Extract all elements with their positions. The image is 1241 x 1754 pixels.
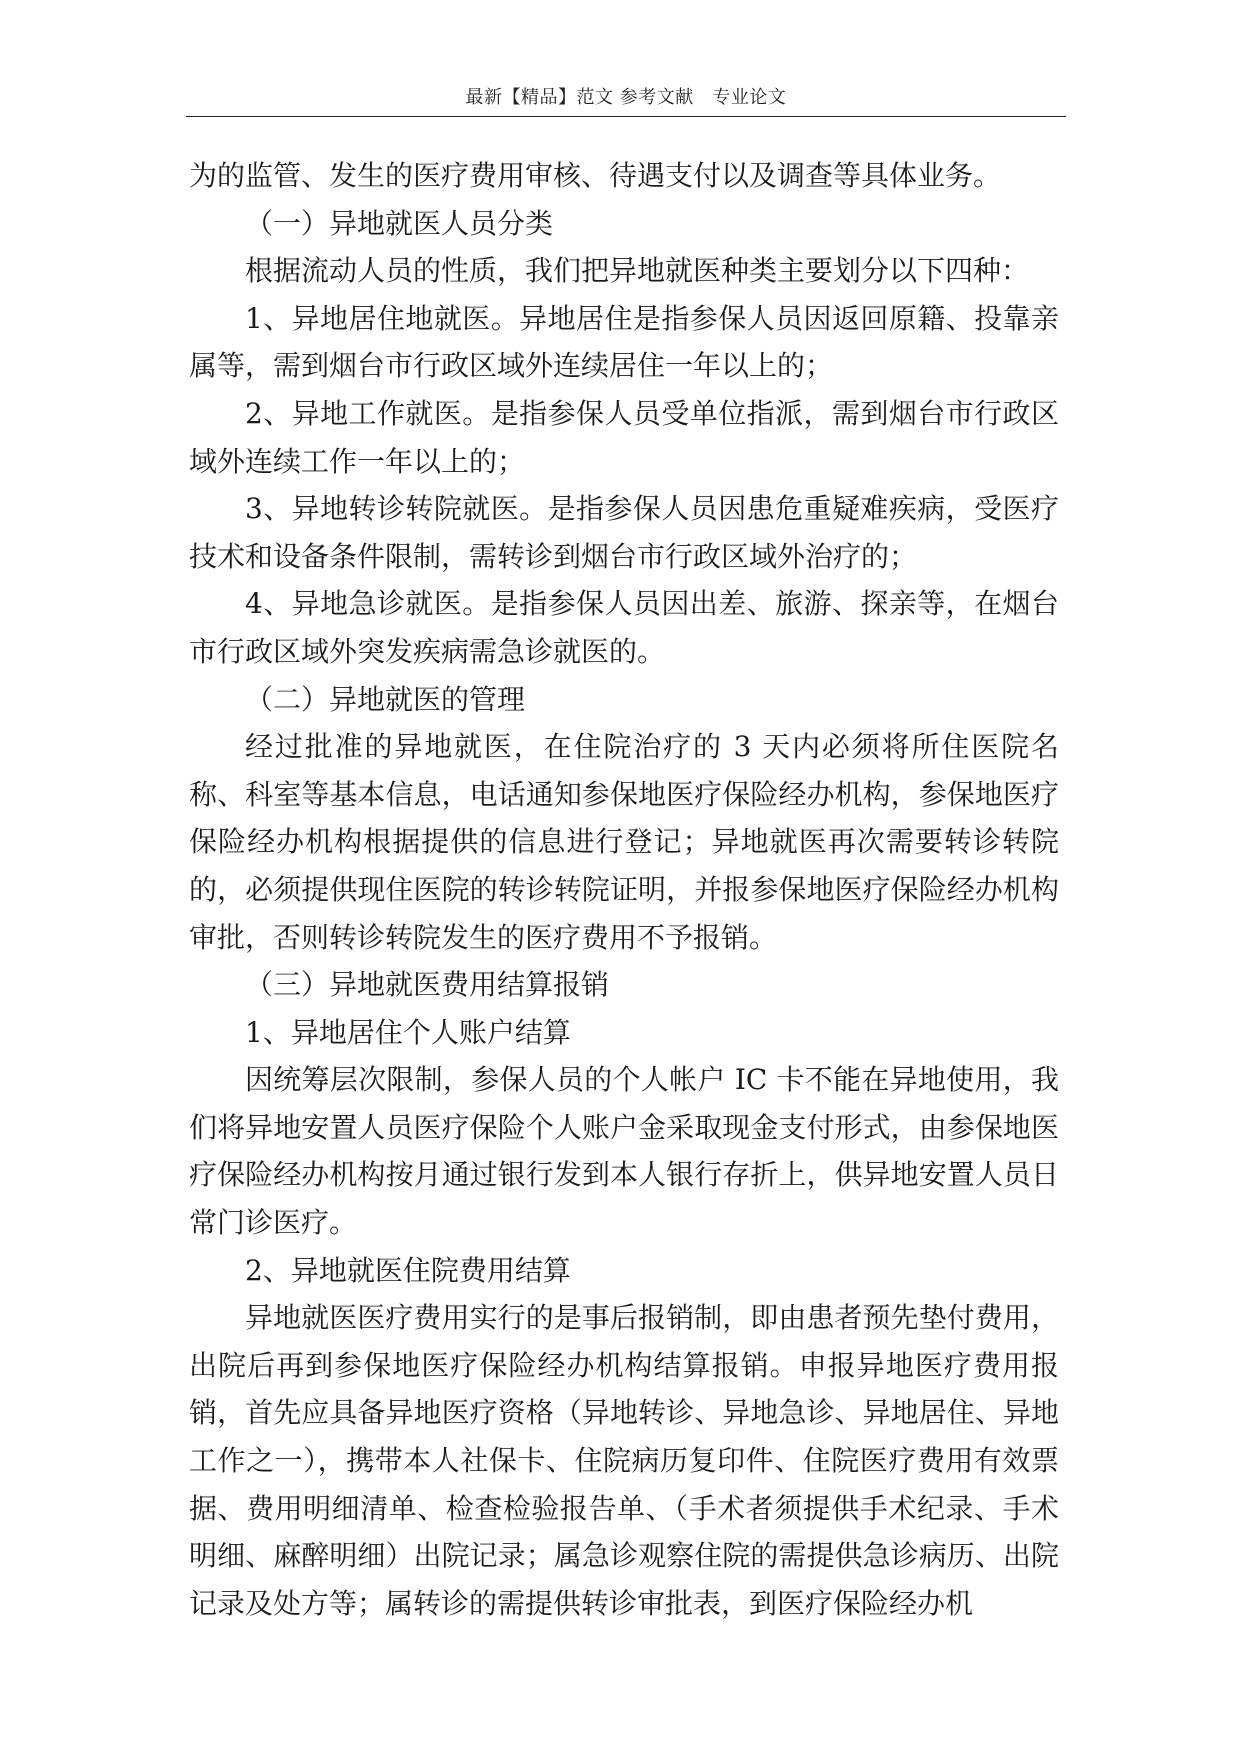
- page-header: 最新【精品】范文 参考文献 专业论文: [465, 87, 787, 108]
- paragraph: 经过批准的异地就医，在住院治疗的 3 天内必须将所住医院名称、科室等基本信息，电话通知参保地医疗保险经办机构，参保地医疗保险经办机构根据提供的信息进行登记；异地就医再次需要转诊转院的，必须提供现住医院的转诊转院证明，并报参保地医疗保险经办机构审批，否则转诊转院发生的医疗费用不予报销。: [189, 730, 1059, 954]
- paragraph: 因统筹层次限制，参保人员的个人帐户 IC 卡不能在异地使用，我们将异地安置人员医疗保险个人账户金采取现金支付形式，由参保地医疗保险经办机构按月通过银行发到本人银行存折上，供异地安置人员日常门诊医疗。: [189, 1063, 1059, 1240]
- section-heading: （二）异地就医的管理: [245, 682, 526, 716]
- paragraph: 根据流动人员的性质，我们把异地就医种类主要划分以下四种：: [245, 254, 1030, 288]
- list-item: 1、异地居住地就医。异地居住是指参保人员因返回原籍、投靠亲属等，需到烟台市行政区域外连续居住一年以上的；: [189, 301, 1059, 383]
- list-item: 4、异地急诊就医。是指参保人员因出差、旅游、探亲等，在烟台市行政区域外突发疾病需急诊就医的。: [189, 587, 1059, 668]
- section-heading: （三）异地就医费用结算报销: [245, 968, 610, 1002]
- header-divider: [186, 116, 1066, 117]
- paragraph: 为的监管、发生的医疗费用审核、待遇支付以及调查等具体业务。: [189, 159, 1002, 192]
- paragraph: 异地就医医疗费用实行的是事后报销制，即由患者预先垫付费用，出院后再到参保地医疗保险经办机构结算报销。申报异地医疗费用报销，首先应具备异地医疗资格（异地转诊、异地急诊、异地居住、异地工作之一），携带本人社保卡、住院病历复印件、住院医疗费用有效票据、费用明细清单、检查检验报告单、（手术者须提供手术纪录、手术明细、麻醉明细）出院记录；属急诊观察住院的需提供急诊病历、出院记录及处方等；属转诊的需提供转诊审批表，到医疗保险经办机: [189, 1301, 1059, 1620]
- list-item: 3、异地转诊转院就医。是指参保人员因患危重疑难疾病，受医疗技术和设备条件限制，需转诊到烟台市行政区域外治疗的；: [189, 492, 1059, 573]
- list-item: 2、异地工作就医。是指参保人员受单位指派，需到烟台市行政区域外连续工作一年以上的；: [189, 396, 1059, 478]
- document-body: [189, 152, 1059, 1627]
- subsection-heading: 2、异地就医住院费用结算: [245, 1253, 571, 1287]
- subsection-heading: 1、异地居住个人账户结算: [245, 1015, 571, 1049]
- section-heading: （一）异地就医人员分类: [245, 206, 554, 240]
